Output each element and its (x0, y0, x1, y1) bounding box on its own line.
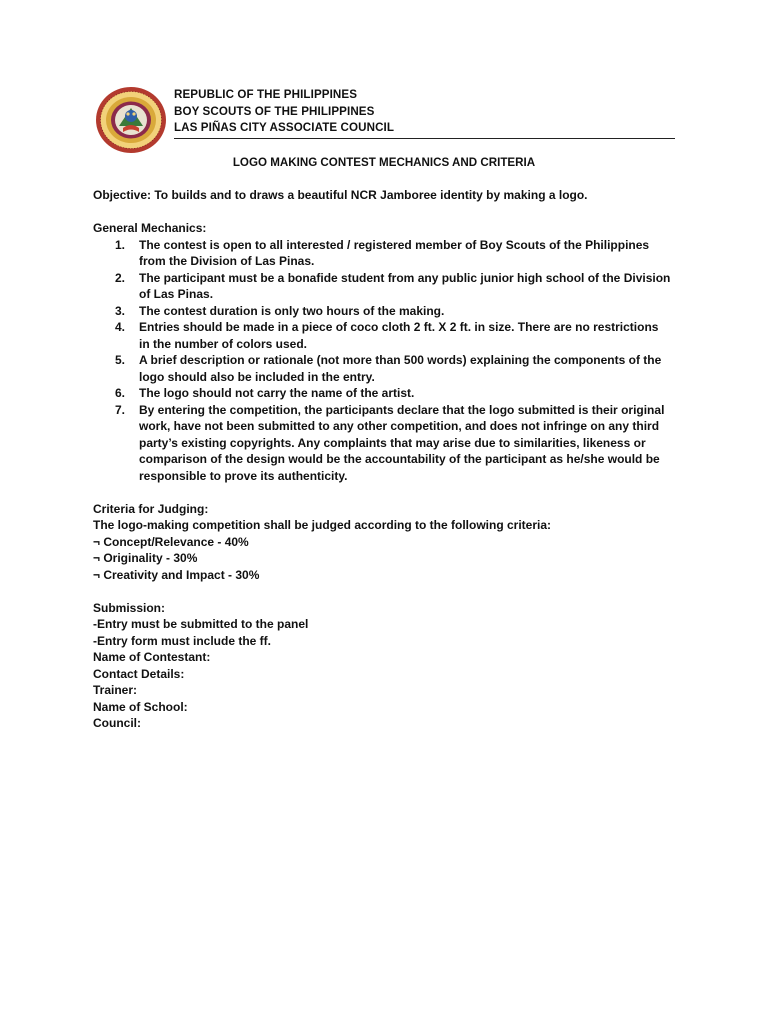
mechanics-item (93, 402, 678, 485)
council-seal-icon (95, 86, 167, 154)
letterhead-country: REPUBLIC OF THE PHILIPPINES (174, 88, 358, 101)
submission-field-contestant: Name of Contestant: (93, 650, 211, 664)
item-text: in the number of colors used. (139, 336, 308, 351)
criteria-item: ¬ Originality - 30% (93, 551, 198, 565)
document-body (93, 187, 678, 732)
criteria-intro: The logo-making competition shall be judged according to the following criteria: (93, 518, 552, 532)
mechanics-item (93, 303, 678, 320)
mechanics-item (93, 319, 678, 352)
item-text: The logo should not carry the name of the artist. (139, 386, 415, 400)
document-title: LOGO MAKING CONTEST MECHANICS AND CRITERIA (232, 156, 536, 169)
letterhead-divider (174, 138, 675, 139)
mechanics-item (93, 385, 678, 402)
letterhead (174, 87, 675, 137)
item-text: from the Division of Las Pinas. (139, 254, 315, 268)
submission-line: -Entry must be submitted to the panel (93, 617, 309, 631)
item-number: 1. (115, 237, 126, 252)
submission-field-school: Name of School: (93, 699, 188, 714)
letterhead-organization: BOY SCOUTS OF THE PHILIPPINES (174, 104, 375, 118)
item-text: logo should also be included in the entry. (139, 369, 375, 384)
submission-field-council: Council: (93, 716, 141, 730)
item-text: responsible to prove its authenticity. (139, 468, 348, 483)
item-text: The contest is open to all interested / registered member of Boy Scouts of the Philippines (139, 237, 650, 252)
item-number: 2. (115, 270, 126, 285)
objective-text: Objective: To builds and to draws a beautiful NCR Jamboree identity by making a logo. (93, 188, 588, 202)
submission-line: -Entry form must include the ff. (93, 633, 272, 648)
item-text: A brief description or rationale (not more than 500 words) explaining the components of the (139, 353, 662, 367)
submission-field-trainer: Trainer: (93, 683, 138, 697)
mechanics-item (93, 237, 678, 270)
item-text: The contest duration is only two hours of the making. (139, 303, 445, 318)
general-mechanics-heading: General Mechanics: (93, 221, 207, 235)
criteria-heading: Criteria for Judging: (93, 501, 209, 516)
item-text: comparison of the design would be the accountability of the participant as he/she would be (139, 452, 660, 466)
item-text: By entering the competition, the participants declare that the logo submitted is their original (139, 402, 665, 417)
item-number: 4. (115, 320, 126, 334)
item-text: of Las Pinas. (139, 287, 214, 301)
item-text: party’s existing copyrights. Any complaints that may arise due to similarities, likeness or (139, 435, 646, 450)
submission-heading: Submission: (93, 600, 166, 615)
letterhead-council: LAS PIÑAS CITY ASSOCIATE COUNCIL (174, 121, 395, 134)
item-text: The participant must be a bonafide student from any public junior high school of the Division (139, 270, 671, 285)
criteria-item: ¬ Concept/Relevance - 40% (93, 534, 249, 549)
item-number: 3. (115, 303, 126, 318)
submission-field-contact: Contact Details: (93, 666, 185, 681)
item-number: 6. (115, 386, 126, 400)
item-text: Entries should be made in a piece of coco cloth 2 ft. X 2 ft. in size. There are no restrictions (139, 320, 659, 334)
item-text: work, have not been submitted to any other competition, and does not infringe on any third (139, 419, 660, 433)
item-number: 5. (115, 353, 126, 367)
mechanics-item (93, 270, 678, 303)
item-number: 7. (115, 402, 126, 417)
mechanics-list (93, 237, 678, 485)
criteria-item: ¬ Creativity and Impact - 30% (93, 567, 260, 582)
mechanics-item (93, 352, 678, 385)
